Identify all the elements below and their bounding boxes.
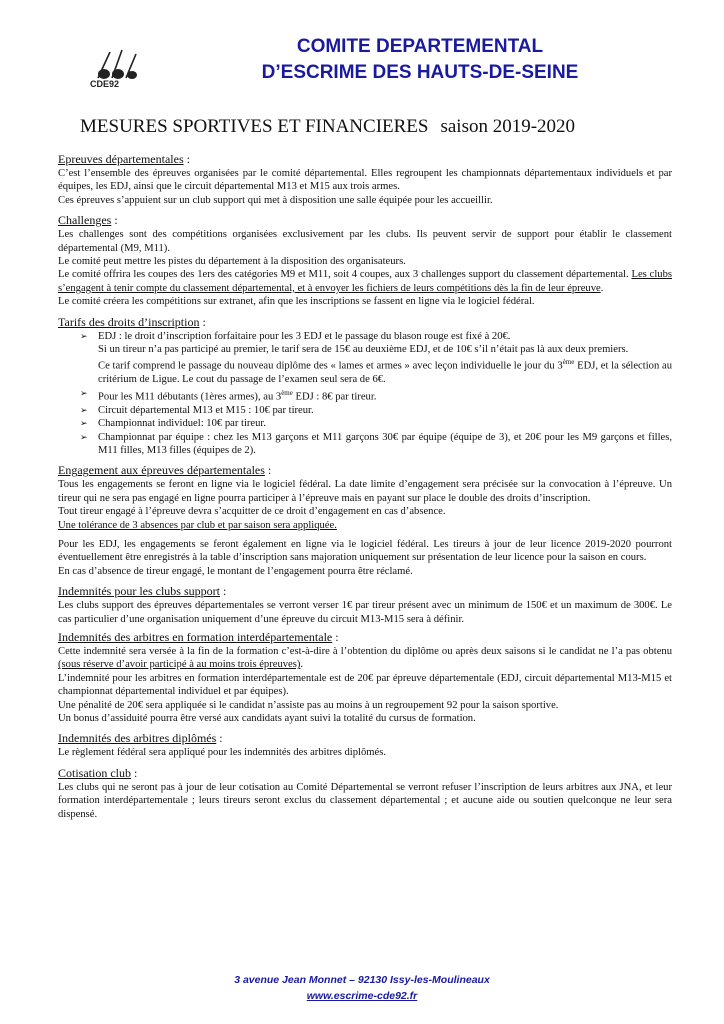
text-run: . (600, 282, 604, 294)
organization-title (160, 34, 680, 86)
text-run: . (300, 659, 304, 671)
heading-text: Tarifs des droits d’inscription (58, 314, 200, 329)
list-item-text: Si un tireur n’a pas participé au premier, le tarif sera de 15€ au deuxième EDJ, et de 10€ s’il n’était pas là aux deux premiers. (98, 344, 629, 356)
heading-text: Indemnités pour les clubs support (58, 584, 220, 599)
list-item-text: Circuit départemental M13 et M15 : 10€ par tireur. (98, 404, 314, 416)
paragraph: Pour les EDJ, les engagements se feront également en ligne via le logiciel fédéral. Les tireurs à jour de leur licence 2019-2020 pourront éventuellement être enregistrés à la table d’inscription sans majoration uniquement sur présentation de leur licence pour la saison en cours. (58, 539, 672, 564)
list-item (80, 330, 672, 387)
list-item-text (98, 356, 672, 386)
paragraph: En cas d’absence de tireur engagé, le montant de l’engagement pourra être réclamé. (58, 565, 413, 577)
paragraph: Un bonus d’assiduité pourra être versé aux candidats ayant suivi la totalité du cursus de formation. (58, 713, 476, 725)
paragraph: Le comité créera les compétitions sur extranet, afin que les inscriptions se fassent en ligne via le logiciel fédéral. (58, 296, 535, 308)
arrow-bullet-icon: ➢ (80, 418, 88, 429)
section-heading (58, 315, 672, 330)
text-run: EDJ, et la sélection au critérium de Ligue. Le cout du passage de l’examen seul sera de 6€. (98, 361, 672, 386)
org-title-line2: D’ESCRIME DES HAUTS-DE-SEINE (261, 62, 579, 83)
paragraph: Le règlement fédéral sera appliqué pour les indemnités des arbitres diplômés. (58, 747, 386, 759)
list-item-text: EDJ : le droit d’inscription forfaitaire pour les 3 EDJ et le passage du blason rouge est fixé à 20€. (98, 330, 511, 342)
list-item (80, 417, 672, 430)
footer-website-link[interactable]: www.escrime-cde92.fr (306, 990, 418, 1002)
section-engagement (58, 463, 672, 578)
text-run: Pour les M11 débutants (1ères armes), au 3 (98, 391, 282, 403)
heading-suffix: : (183, 152, 190, 166)
paragraph: C’est l’ensemble des épreuves organisées par le comité départemental. Elles regroupent les championnats départementaux individuels et par équipes, les EDJ, ainsi que le circuit départemental M13 et M15 aux trois armes. (58, 168, 672, 193)
paragraph: Le comité peut mettre les pistes du département à la disposition des organisateurs. (58, 256, 406, 268)
document-body (58, 152, 672, 824)
section-tarifs (58, 315, 672, 458)
section-heading (58, 630, 672, 645)
section-heading (58, 213, 672, 228)
paragraph: Les clubs support des épreuves départementales se verront verser 1€ par tireur présent avec un minimum de 150€ et un maximum de 300€. Le cas particulier d’une organisation uniquement d’une épreuve du circuit M13-M15 sera à définir. (58, 600, 672, 625)
underlined-text: Les clubs s’engagent à tenir compte du classement départemental, et à envoyer les fichiers de leurs compétitions dès la fin de leur épreuve (58, 269, 672, 294)
text-run: Cette indemnité sera versée à la fin de la formation c’est-à-dire à l’obtention du diplôme ou après deux saisons si le candidat ne l’a pas obtenu (58, 646, 672, 658)
list-item (80, 387, 672, 404)
section-indemnites-clubs (58, 584, 672, 626)
paragraph: Une tolérance de 3 absences par club et par saison sera appliquée. (58, 519, 337, 531)
arrow-bullet-icon: ➢ (80, 404, 88, 415)
footer-address: 3 avenue Jean Monnet – 92130 Issy-les-Moulineaux (234, 974, 490, 986)
logo-text: CDE92 (90, 79, 120, 89)
document-title-text: MESURES SPORTIVES ET FINANCIERES (80, 116, 429, 137)
list-item-text: Championnat individuel: 10€ par tireur. (98, 418, 266, 430)
section-epreuves (58, 152, 672, 207)
section-cotisation (58, 766, 672, 821)
page-footer (0, 972, 724, 1004)
document-title (80, 116, 680, 138)
heading-suffix: : (216, 731, 223, 746)
paragraph: Les challenges sont des compétitions organisées exclusivement par les clubs. Ils peuvent servir de support pour établir le classement départemental (M9, M11). (58, 229, 672, 254)
paragraph: Tous les engagements se feront en ligne via le logiciel fédéral. La date limite d’engagement sera précisée sur la convocation à l’épreuve. Un tireur qui ne sera pas engagé en ligne pourra participer à l’épreuve mais en payant sur place le double des droits d’inscription. (58, 479, 672, 504)
paragraph: Les clubs qui ne seront pas à jour de leur cotisation au Comité Départemental se verront refuser l’inscription de leurs arbitres aux JNA, et leur formation interdépartementale ; leurs tireurs seront exclus du classement départemental ; et aucune aide ou soutien quelconque ne leur sera dispensé. (58, 781, 672, 820)
section-heading (58, 731, 672, 746)
text-run: Ce tarif comprend le passage du nouveau diplôme des « lames et armes » avec leçon individuelle le jour du 3 (98, 361, 563, 372)
list-item (80, 404, 672, 417)
arrow-bullet-icon: ➢ (80, 431, 88, 442)
section-indemnites-diplomes (58, 731, 672, 759)
heading-suffix: : (219, 584, 227, 599)
superscript: ème (281, 388, 293, 397)
paragraph: Ces épreuves s’appuient sur un club support qui met à disposition une salle équipée pour les accueillir. (58, 194, 493, 206)
paragraph (58, 268, 672, 295)
superscript: ème (562, 358, 575, 367)
section-heading (58, 584, 672, 599)
list-item (80, 431, 672, 458)
paragraph: Une pénalité de 20€ sera appliquée si le candidat n’assiste pas au moins à un regroupement 92 pour la saison sportive. (58, 699, 559, 711)
tarifs-list (80, 330, 672, 458)
arrow-bullet-icon: ➢ (80, 387, 88, 398)
paragraph: L’indemnité pour les arbitres en formation interdépartementale est de 20€ par épreuve départementale (EDJ, circuit départemental M13-M15 et championnat départemental individuel et par équipes). (58, 672, 672, 698)
heading-text: Engagement aux épreuves départementales (58, 463, 265, 478)
heading-text: Indemnités des arbitres en formation interdépartementale (58, 630, 333, 645)
heading-suffix: : (111, 213, 118, 228)
heading-text: Challenges (58, 213, 112, 228)
arrow-bullet-icon: ➢ (80, 330, 88, 341)
paragraph (58, 645, 672, 672)
heading-suffix: : (131, 765, 138, 780)
section-heading (58, 463, 672, 478)
heading-suffix: : (199, 314, 206, 329)
heading-text: Epreuves départementales (58, 152, 184, 166)
underlined-text: (sous réserve d’avoir participé à au moins trois épreuves) (58, 659, 301, 671)
org-title-line1: COMITE DEPARTEMENTAL (296, 36, 544, 57)
heading-suffix: : (332, 630, 339, 645)
section-heading (58, 766, 672, 781)
list-item-text: Championnat par équipe : chez les M13 garçons et M11 garçons 30€ par équipe (équipe de 3), et 20€ pour les M9 garçons et filles, M11 filles, M13 filles (équipes de 2). (98, 431, 672, 456)
text-run: EDJ : 8€ par tireur. (292, 391, 377, 403)
heading-suffix: : (264, 463, 272, 478)
heading-text: Cotisation club (58, 765, 131, 780)
season-label: saison 2019-2020 (440, 116, 576, 137)
heading-text: Indemnités des arbitres diplômés (58, 731, 217, 746)
section-heading (58, 152, 672, 167)
section-challenges (58, 213, 672, 308)
section-indemnites-formation (58, 630, 672, 725)
text-run: Le comité offrira les coupes des 1ers des catégories M9 et M11, soit 4 coupes, aux 3 challenges support du classement départemental. (58, 269, 632, 281)
paragraph: Tout tireur engagé à l’épreuve devra s’acquitter de ce droit d’engagement en cas d’absence. (58, 506, 446, 518)
